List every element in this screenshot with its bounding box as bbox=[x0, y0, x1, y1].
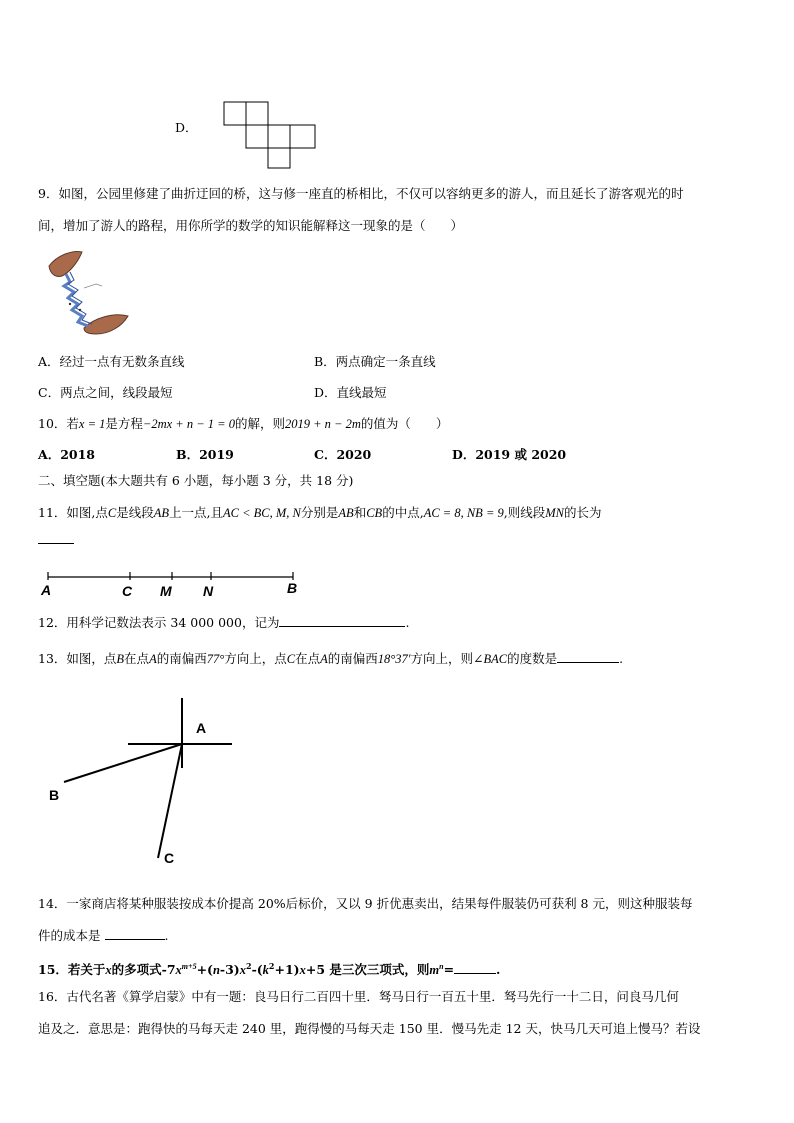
bank-bottom bbox=[84, 315, 128, 334]
q15-exp2: 2 bbox=[245, 961, 252, 971]
q13-bac: ∠BAC bbox=[473, 652, 508, 666]
net-square bbox=[246, 125, 268, 148]
net-square bbox=[246, 102, 268, 125]
q12-text: 12．用科学记数法表示 34 000 000，记为 bbox=[38, 615, 280, 630]
q13-end: . bbox=[619, 651, 624, 666]
q15-t5: -( bbox=[251, 962, 263, 978]
q11-t1: 是线段 bbox=[116, 505, 154, 520]
q15-exp-n: n bbox=[439, 962, 444, 971]
q11-t2: 上一点,且 bbox=[169, 505, 224, 520]
q11-answer-blank[interactable] bbox=[38, 543, 74, 544]
bank-top bbox=[49, 252, 82, 277]
q13-c: C bbox=[286, 652, 296, 666]
label-n: N bbox=[203, 583, 214, 599]
q16-line-1: 16．古代名著《算学启蒙》中有一题：良马日行二百四十里．驽马日行一百五十里．驽马先行一十二日，问良马几何 bbox=[38, 989, 679, 1004]
q15-t8: = bbox=[443, 962, 455, 978]
q8-option-d-label: D． bbox=[175, 120, 198, 135]
q13-t6: 的南偏西 bbox=[327, 651, 378, 666]
q13-t3: 的南偏西 bbox=[156, 651, 207, 666]
bridge-dot bbox=[69, 303, 71, 305]
label-b: B bbox=[287, 580, 298, 596]
q11-condition: AC < BC, M, N bbox=[223, 506, 301, 520]
q10-equation: −2mx + n − 1 = 0 bbox=[142, 417, 235, 431]
q10-prefix: 10．若 bbox=[38, 416, 79, 431]
label-a: A bbox=[196, 720, 207, 736]
q16-line-2: 追及之．意思是：跑得快的马每天走 240 里，跑得慢的马每天走 150 里．慢马先走 12 天，快马几天可追上慢马？若设 bbox=[38, 1021, 701, 1036]
q15-t7: +5 是三次三项式，则 bbox=[305, 962, 430, 978]
q13-t8: 的度数是 bbox=[507, 651, 558, 666]
q15-k: k bbox=[262, 963, 269, 978]
q14-end: . bbox=[164, 928, 169, 943]
q11-mn: MN bbox=[545, 506, 564, 520]
q13-b: B bbox=[116, 652, 125, 666]
zigzag-bridge bbox=[64, 274, 88, 326]
q15-t2: 的多项式-7 bbox=[111, 962, 176, 978]
q9-option-d: D．直线最短 bbox=[314, 385, 387, 400]
q13-answer-blank[interactable] bbox=[557, 650, 619, 663]
q10-option-c: C．2020 bbox=[314, 447, 372, 462]
q10-x-eq: x = 1 bbox=[78, 417, 106, 431]
q15-end: . bbox=[496, 962, 501, 978]
q11-c: C bbox=[107, 506, 117, 520]
q13-direction-figure bbox=[40, 690, 250, 875]
q9-line-2: 间，增加了游人的路程，用你所学的数学的知识能解释这一现象的是（ ） bbox=[38, 218, 464, 233]
q15-t1: 15．若关于 bbox=[38, 962, 106, 978]
q15-stem bbox=[38, 958, 500, 978]
label-a: A bbox=[41, 582, 52, 598]
q14-line-1: 14．一家商店将某种服装按成本价提高 20%后标价，又以 9 折优惠卖出，结果每件服装仍可获利 8 元，则这种服装每 bbox=[38, 896, 693, 911]
q10-expr: 2019 + n − 2m bbox=[285, 417, 361, 431]
q15-t3: +( bbox=[196, 962, 213, 978]
q12-stem bbox=[38, 614, 409, 631]
q11-segment-figure bbox=[38, 568, 308, 600]
q13-stem bbox=[38, 650, 623, 667]
q15-x3: x bbox=[239, 963, 246, 978]
q11-ab: AB bbox=[153, 506, 170, 520]
q15-exp3: 2 bbox=[268, 961, 275, 971]
q14-line-2-text: 件的成本是 bbox=[38, 928, 101, 943]
q11-stem bbox=[38, 505, 602, 521]
q15-m: m bbox=[429, 963, 440, 978]
q10-option-a: A．2018 bbox=[38, 447, 95, 462]
label-c: C bbox=[122, 583, 133, 599]
q15-x2: x bbox=[175, 963, 182, 978]
q11-t5: 的中点, bbox=[382, 505, 424, 520]
q11-values: AC = 8, NB = 9 bbox=[423, 506, 504, 520]
q13-a2: A bbox=[320, 652, 328, 666]
label-b: B bbox=[49, 787, 60, 803]
section-2-heading: 二、填空题(本大题共有 6 小题，每小题 3 分，共 18 分) bbox=[38, 473, 354, 488]
ray-ab bbox=[64, 744, 182, 782]
q14-answer-blank[interactable] bbox=[105, 927, 165, 940]
q15-exp1: m+5 bbox=[181, 962, 197, 971]
q9-bridge-figure bbox=[44, 248, 134, 340]
net-square bbox=[224, 102, 246, 125]
q10-stem bbox=[38, 416, 448, 432]
q10-option-d: D．2019 或 2020 bbox=[452, 447, 567, 462]
q11-cb: CB bbox=[366, 506, 383, 520]
q13-angle1: 77° bbox=[206, 652, 225, 666]
q13-t2: 在点 bbox=[124, 651, 150, 666]
q10-option-b: B．2019 bbox=[176, 447, 234, 462]
q14-line-2 bbox=[38, 927, 168, 944]
q13-t1: 13．如图，点 bbox=[38, 651, 117, 666]
net-square bbox=[268, 148, 290, 168]
bridge-label-pointer bbox=[84, 284, 102, 288]
q12-end: . bbox=[405, 615, 410, 630]
q11-t3: 分别是 bbox=[300, 505, 339, 520]
q11-t6: ,则线段 bbox=[503, 505, 546, 520]
q9-option-b: B．两点确定一条直线 bbox=[314, 354, 436, 369]
q10-mid: 是方程 bbox=[105, 416, 143, 431]
q10-suffix: 的值为（ ） bbox=[360, 416, 449, 431]
q15-t4: -3) bbox=[219, 962, 240, 978]
q11-ab2: AB bbox=[338, 506, 354, 520]
q9-line-1: 9．如图，公园里修建了曲折迂回的桥，这与修一座直的桥相比，不仅可以容纳更多的游人，而且延长了游客观光的时 bbox=[38, 186, 684, 201]
ray-ac bbox=[158, 744, 182, 858]
q10-mid2: 的解，则 bbox=[234, 416, 285, 431]
q12-answer-blank[interactable] bbox=[279, 614, 405, 627]
q9-option-a: A．经过一点有无数条直线 bbox=[38, 354, 185, 369]
q13-t7: 方向上，则 bbox=[410, 651, 473, 666]
q15-x4: x bbox=[299, 963, 306, 978]
q11-t4: 和 bbox=[353, 505, 367, 520]
q13-angle2: 18°37′ bbox=[377, 652, 411, 666]
net-square bbox=[268, 125, 290, 148]
bridge-dot bbox=[79, 309, 81, 311]
q15-t6: +1) bbox=[274, 962, 300, 978]
q13-t4: 方向上，点 bbox=[224, 651, 287, 666]
q11-t7: 的长为 bbox=[564, 505, 602, 520]
q15-answer-blank[interactable] bbox=[454, 961, 496, 974]
q15-x: x bbox=[105, 963, 112, 978]
q8-cube-net-figure bbox=[220, 100, 320, 170]
q11-prefix: 11．如图,点 bbox=[38, 505, 108, 520]
net-square bbox=[290, 125, 315, 148]
q13-a: A bbox=[149, 652, 157, 666]
label-c: C bbox=[164, 850, 175, 866]
q15-n: n bbox=[212, 963, 220, 978]
label-m: M bbox=[160, 583, 172, 599]
q9-option-c: C．两点之间，线段最短 bbox=[38, 385, 173, 400]
q13-t5: 在点 bbox=[295, 651, 321, 666]
